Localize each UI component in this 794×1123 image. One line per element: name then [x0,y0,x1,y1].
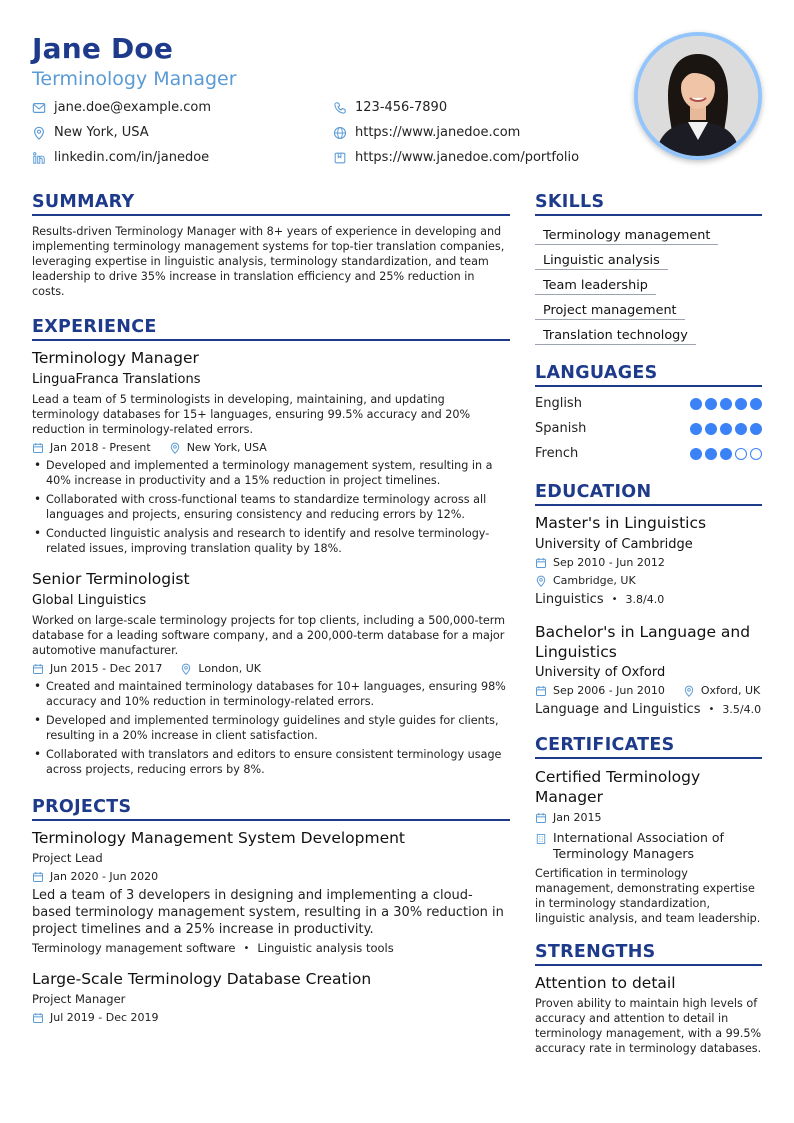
summary-text: Results-driven Terminology Manager with 8+ years of experience in developing and implementing terminology management systems for top-tier translation companies, leveraging expertise in linguistic analysis, terminology standardization, and team leadership to drive 35% increase in translation efficiency and 25% reduction in costs. [32,225,505,298]
level-dot-filled [735,423,747,435]
certificates-section [535,735,762,926]
degree-title: Bachelor's in Language and Linguistics [535,623,751,661]
job-bullet: • Developed and implemented terminology guidelines and style guides for clients, resulting in a 20% increase in client satisfaction. [32,713,510,743]
project-tag: Linguistic analysis tools [257,941,394,955]
skill-item: Translation technology [535,328,696,345]
contact-portfolio[interactable] [333,150,579,165]
contact-location [32,125,149,140]
linkedin-icon [32,151,46,165]
contact-linkedin-text: linkedin.com/in/janedoe [54,150,210,165]
tag-separator: • [243,942,250,954]
strength-entry [535,974,762,1056]
level-dot-empty [735,448,747,460]
job-bullet: • Collaborated with cross-functional teams to standardize terminology across all languages and projects, ensuring consistency and reducing errors by 12%. [32,492,510,522]
level-dot-filled [705,398,717,410]
location-icon [32,126,46,140]
job-bullet: • Created and maintained terminology databases for 10+ languages, ensuring 98% accuracy and 10% reduction in terminology-related errors. [32,679,510,709]
skill-item: Team leadership [535,278,656,295]
calendar-icon [32,663,44,675]
contact-phone[interactable] [333,100,447,115]
school-name: University of Cambridge [535,537,693,552]
phone-icon [333,101,347,115]
education-dates: Sep 2006 - Jun 2010 [553,684,665,697]
project-role: Project Manager [32,992,126,1006]
skills-section [535,192,762,349]
contact-portfolio-text: https://www.janedoe.com/portfolio [355,150,580,165]
calendar-icon [535,557,547,569]
job-meta [32,662,510,675]
contact-email-text: jane.doe@example.com [54,100,212,115]
skills-heading: SKILLS [535,192,762,216]
job-title: Senior Terminologist [32,570,190,588]
level-dot-filled [690,398,702,410]
summary-heading: SUMMARY [32,192,510,216]
contact-email[interactable] [32,100,211,115]
project-entry [32,829,510,955]
calendar-icon [32,1012,44,1024]
certificate-name: Certified Terminology Manager [535,768,701,806]
job-entry [32,570,510,777]
calendar-icon [32,442,44,454]
job-description: Worked on large-scale terminology projects for top clients, including a 500,000-term database for a leading software company, and a 200,000-term database for a major automotive manufacturer. [32,614,506,657]
portfolio-icon [333,151,347,165]
candidate-name: Jane Doe [32,32,174,65]
contact-phone-text: 123-456-7890 [355,100,448,115]
level-dot-filled [720,423,732,435]
languages-section [535,363,762,466]
calendar-icon [535,685,547,697]
project-role: Project Lead [32,851,103,865]
education-dates: Sep 2010 - Jun 2012 [553,556,665,569]
project-title: Large-Scale Terminology Database Creation [32,970,372,988]
right-column [535,192,762,1056]
education-field-row [535,702,762,717]
contact-website-text: https://www.janedoe.com [355,125,521,140]
education-location: Cambridge, UK [553,574,636,587]
portrait-illustration [638,36,758,156]
project-meta [32,1011,510,1024]
languages-heading: LANGUAGES [535,363,762,387]
education-dates-row [535,684,762,697]
job-dates: Jan 2018 - Present [50,441,151,454]
education-field: Language and Linguistics [535,702,701,717]
calendar-icon [32,871,44,883]
project-tag: Terminology management software [32,941,236,955]
field-separator: • [708,704,715,715]
left-column [32,192,510,1024]
education-entry [535,622,762,717]
language-row [535,416,762,441]
job-company: LinguaFranca Translations [32,372,201,387]
certificate-description: Certification in terminology management, demonstrating expertise in terminology standardization, linguistic analysis, and team leadership. [535,867,761,925]
language-name: Spanish [535,421,587,436]
candidate-role: Terminology Manager [32,68,237,90]
globe-icon [333,126,347,140]
language-level [687,423,762,435]
contact-linkedin[interactable] [32,150,209,165]
degree-title: Master's in Linguistics [535,514,707,532]
job-bullet: • Collaborated with translators and editors to ensure consistent terminology usage across projects, reducing errors by 8%. [32,747,510,777]
project-tags [32,941,510,955]
job-bullets [32,458,510,556]
language-name: French [535,446,579,461]
location-icon [169,442,181,454]
education-location: Oxford, UK [700,684,761,697]
calendar-icon [535,812,547,824]
project-dates: Jul 2019 - Dec 2019 [50,1011,159,1024]
contact-website[interactable] [333,125,520,140]
strength-name: Attention to detail [535,974,676,992]
job-dates: Jun 2015 - Dec 2017 [50,662,163,675]
job-bullets [32,679,510,777]
project-entry [32,970,510,1024]
experience-heading: EXPERIENCE [32,317,510,341]
field-separator: • [611,594,618,605]
projects-section [32,797,510,1024]
building-icon [535,833,547,845]
contact-location-text: New York, USA [54,125,149,140]
location-icon [683,685,695,697]
skill-item: Linguistic analysis [535,253,668,270]
job-company: Global Linguistics [32,593,147,608]
job-bullet: • Developed and implemented a terminology management system, resulting in a 40% increase in productivity and a 15% reduction in project timelines. [32,458,510,488]
project-meta [32,870,510,883]
certificate-issuer-row [535,830,762,862]
education-gpa: 3.8/4.0 [625,593,665,606]
level-dot-filled [705,448,717,460]
language-row [535,391,762,416]
level-dot-filled [690,448,702,460]
strength-description: Proven ability to maintain high levels of accuracy and attention to detail in terminology management, with a 99.5% accuracy rate in terminology databases. [535,997,762,1055]
language-level [687,398,762,410]
certificate-entry [535,767,762,926]
certificate-issuer: International Association of Terminology Managers [553,830,724,861]
languages-list [535,391,762,466]
school-name: University of Oxford [535,665,666,680]
location-icon [535,575,547,587]
project-dates: Jan 2020 - Jun 2020 [50,870,159,883]
education-field-row [535,592,762,607]
project-description: Led a team of 3 developers in designing and implementing a cloud-based terminology management system, resulting in a 30% reduction in project timelines and a 25% increase in productivity. [32,888,504,937]
job-location: New York, USA [186,441,267,454]
experience-section [32,317,510,777]
project-title: Terminology Management System Development [32,829,406,847]
job-entry [32,349,510,556]
certificates-heading: CERTIFICATES [535,735,762,759]
level-dot-filled [750,423,762,435]
job-meta [32,441,510,454]
certificate-date-row [535,811,762,824]
job-bullet: • Conducted linguistic analysis and research to identify and resolve terminology-related issues, improving translation quality by 18%. [32,526,510,556]
projects-heading: PROJECTS [32,797,510,821]
skill-item: Terminology management [535,228,718,245]
job-title: Terminology Manager [32,349,199,367]
education-field: Linguistics [535,592,604,607]
level-dot-filled [720,398,732,410]
education-heading: EDUCATION [535,482,762,506]
location-icon [180,663,192,675]
level-dot-filled [735,398,747,410]
education-location-row [535,574,762,587]
education-section [535,482,762,717]
certificate-date: Jan 2015 [553,811,602,824]
level-dot-empty [750,448,762,460]
education-gpa: 3.5/4.0 [722,703,762,716]
email-icon [32,101,46,115]
job-description: Lead a team of 5 terminologists in developing, maintaining, and updating terminology databases for 15+ languages, ensuring 99.5% accuracy and 20% reduction in terminology-related errors. [32,393,471,436]
strengths-section [535,942,762,1056]
skill-item: Project management [535,303,685,320]
profile-photo [634,32,762,160]
job-location: London, UK [198,662,262,675]
skills-list [535,224,762,349]
language-row [535,441,762,466]
education-entry [535,514,762,607]
strengths-heading: STRENGTHS [535,942,762,966]
language-name: English [535,396,582,411]
summary-section [32,192,510,299]
level-dot-filled [750,398,762,410]
language-level [687,448,762,460]
education-dates-row [535,556,762,569]
level-dot-filled [690,423,702,435]
level-dot-filled [720,448,732,460]
level-dot-filled [705,423,717,435]
